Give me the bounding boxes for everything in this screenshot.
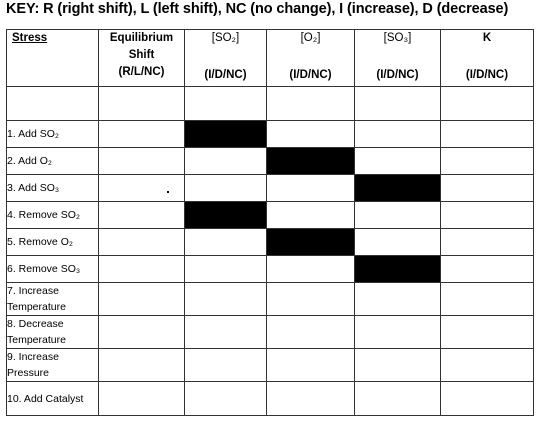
table-row: [7, 202, 534, 229]
blocked-cell-so3: [355, 175, 441, 202]
header-so3-sub: (I/D/NC): [376, 69, 419, 81]
answer-cell-shift: [99, 316, 185, 349]
answer-cell-shift: [99, 256, 185, 283]
table-row: [7, 316, 534, 349]
answer-cell-k: [441, 121, 534, 148]
spacer-row: [7, 87, 534, 121]
answer-cell-so2: [185, 256, 267, 283]
answer-cell-o2: [267, 283, 355, 316]
table-row: [7, 148, 534, 175]
answer-cell-k: [441, 256, 534, 283]
stress-label: 7. Increase Temperature: [7, 283, 99, 316]
blocked-cell-so2: [185, 121, 267, 148]
header-o2-label: [O₂]: [300, 32, 321, 44]
header-shift-line1: Equilibrium: [109, 32, 174, 44]
answer-cell-o2: [267, 256, 355, 283]
answer-cell-o2: [267, 316, 355, 349]
key-legend: KEY: R (right shift), L (left shift), NC (no change), I (increase), D (decrease): [6, 1, 509, 17]
answer-cell-so2: [185, 148, 267, 175]
stress-label: 6. Remove SO₃: [7, 256, 99, 283]
answer-cell-k: [441, 349, 534, 382]
empty-cell: [99, 87, 185, 121]
blocked-cell-so2: [185, 202, 267, 229]
stress-label: 1. Add SO₂: [7, 121, 99, 148]
answer-cell-so3: [355, 283, 441, 316]
answer-cell-so3: [355, 202, 441, 229]
header-stress: [7, 30, 99, 87]
answer-cell-shift: [99, 148, 185, 175]
header-shift-line2: Shift: [128, 49, 155, 61]
stress-label: 4. Remove SO₂: [7, 202, 99, 229]
stress-label: 5. Remove O₂: [7, 229, 99, 256]
answer-cell-k: [441, 283, 534, 316]
answer-cell-shift: [99, 349, 185, 382]
table-row: [7, 229, 534, 256]
stress-label: 9. Increase Pressure: [7, 349, 99, 382]
header-so3: [355, 30, 441, 87]
header-stress-label: Stress: [12, 32, 48, 44]
answer-cell-o2: [267, 349, 355, 382]
empty-cell: [267, 87, 355, 121]
table-row: [7, 121, 534, 148]
answer-cell-k: [441, 148, 534, 175]
header-row: [7, 30, 534, 87]
answer-cell-shift: [99, 229, 185, 256]
answer-cell-so2: [185, 283, 267, 316]
blocked-cell-o2: [267, 229, 355, 256]
table-row: [7, 382, 534, 416]
answer-cell-k: [441, 175, 534, 202]
header-k-sub: (I/D/NC): [465, 69, 509, 81]
header-k: [441, 30, 534, 87]
table-row: [7, 349, 534, 382]
header-shift-sub: (R/L/NC): [118, 66, 165, 78]
table-row: [7, 256, 534, 283]
answer-cell-so2: [185, 349, 267, 382]
answer-cell-so2: [185, 316, 267, 349]
answer-cell-shift: [99, 382, 185, 416]
header-so2: [185, 30, 267, 87]
header-o2: [267, 30, 355, 87]
table-body: [7, 121, 534, 416]
empty-cell: [185, 87, 267, 121]
header-so3-label: [SO₃]: [383, 32, 412, 44]
empty-cell: [355, 87, 441, 121]
answer-cell-k: [441, 229, 534, 256]
empty-cell: [441, 87, 534, 121]
table-row: [7, 283, 534, 316]
answer-cell-so3: [355, 316, 441, 349]
header-so2-label: [SO₂]: [211, 32, 240, 44]
header-k-label: K: [482, 32, 492, 44]
answer-cell-k: [441, 202, 534, 229]
answer-cell-o2: [267, 175, 355, 202]
answer-cell-so2: [185, 382, 267, 416]
blocked-cell-o2: [267, 148, 355, 175]
header-o2-sub: (I/D/NC): [289, 69, 332, 81]
answer-cell-o2: [267, 382, 355, 416]
table-row: [7, 175, 534, 202]
stress-label: 10. Add Catalyst: [7, 382, 99, 416]
stress-label: 3. Add SO₃: [7, 175, 99, 202]
equilibrium-table: [6, 29, 534, 416]
stray-dot: [167, 191, 169, 193]
answer-cell-so3: [355, 121, 441, 148]
answer-cell-k: [441, 316, 534, 349]
answer-cell-so3: [355, 229, 441, 256]
header-equilibrium-shift: [99, 30, 185, 87]
blocked-cell-so3: [355, 256, 441, 283]
answer-cell-so2: [185, 229, 267, 256]
stress-label: 2. Add O₂: [7, 148, 99, 175]
answer-cell-o2: [267, 121, 355, 148]
answer-cell-shift: [99, 202, 185, 229]
answer-cell-o2: [267, 202, 355, 229]
answer-cell-so3: [355, 148, 441, 175]
empty-cell: [7, 87, 99, 121]
answer-cell-so3: [355, 382, 441, 416]
answer-cell-so3: [355, 349, 441, 382]
stress-label: 8. Decrease Temperature: [7, 316, 99, 349]
answer-cell-shift: [99, 175, 185, 202]
answer-cell-shift: [99, 283, 185, 316]
answer-cell-shift: [99, 121, 185, 148]
answer-cell-so2: [185, 175, 267, 202]
header-so2-sub: (I/D/NC): [204, 69, 247, 81]
answer-cell-k: [441, 382, 534, 416]
